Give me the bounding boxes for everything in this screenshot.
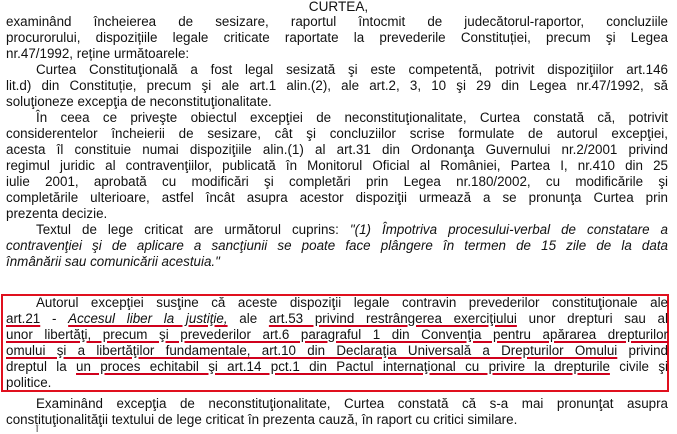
text-line: procurorului, dispozițiile legale criticate raportate la prevederile Constituției, precum şi Legea xyxy=(6,30,668,45)
text-line: considerentelor încheierii de sesizare, cât şi concluziilor scrise formulate de autorul excepţiei, xyxy=(6,126,668,141)
art21-ref: art.21 xyxy=(6,311,41,326)
text-line: prezenta decizie. xyxy=(6,206,108,221)
dash: - xyxy=(40,311,69,326)
text-line: regimul juridic al contravenţiilor, publicată în Monitorul Oficial al României, Partea I, nr.410 din 25 xyxy=(6,158,668,173)
text-line: acesta îl constituie numai dispoziţiile alin.(1) al art.31 din Ordonanţa Guvernului nr.2/2001 privind xyxy=(6,142,668,157)
section-title: CURTEA, xyxy=(308,0,369,14)
quote-line-3: înmânării sau comunicării acestuia." xyxy=(6,254,220,269)
trailing-text: privind xyxy=(617,343,668,358)
text-line: iulie 2001, aprobată cu modificări şi completări prin Legea nr.180/2002, cu modificările şi xyxy=(6,174,668,189)
declaration-ref: omului şi a libertăţilor fundamentale, art.10 din Declaraţia Universală a Drepturilor Omului xyxy=(6,343,618,358)
trailing-text: unor drepturi sau al xyxy=(516,311,668,326)
pact-ref: un proces echitabil şi art.14 pct.1 din Pactul internaţional cu privire la drepturile xyxy=(76,359,610,374)
text-line: Examinând excepţia de neconstituţionalitate, Curtea constată că s-a mai pronunţat asupra xyxy=(36,396,668,411)
text-line: În ceea ce priveşte obiectul excepţiei de neconstituţionalitate, Curtea constată că, potrivit xyxy=(36,110,668,125)
quote-intro: Textul de lege criticat are următorul cuprins: xyxy=(36,222,350,237)
cut-off-line-fragment: Î xyxy=(36,425,39,434)
quote-line-1 xyxy=(36,222,668,238)
art53-ref: art.53 privind restrângerea exerciţiului xyxy=(268,311,517,326)
text-line: soluţioneze excepţia de neconstituţionalitate. xyxy=(6,94,272,109)
highlight-line-3 xyxy=(6,327,668,343)
highlight-line-5 xyxy=(6,359,668,375)
text-line: completările ulterioare, astfel încât asupra acestor dispoziţii urmează a se pronunţa Curtea prin xyxy=(6,190,668,205)
quote-text: "(1) Împotriva procesului-verbal de constatare a xyxy=(349,222,669,237)
leading-text: dreptul la xyxy=(6,359,77,374)
connector-text: ale xyxy=(227,311,269,326)
convention-ref: unor libertăţi, precum şi prevederilor art.6 paragraful 1 din Convenţia pentru apărarea drepturilor xyxy=(6,327,668,342)
quote-line-2: contravenţiei şi de aplicare a sancţiunii se poate face plângere în termen de 15 zile de la data xyxy=(6,238,668,253)
highlight-line-4 xyxy=(6,343,668,359)
trailing-text: civile şi xyxy=(609,359,668,374)
highlight-line-2 xyxy=(6,311,668,327)
highlight-line-1: Autorul excepţiei susţine că aceste dispoziţii legale contravin prevederilor constituţionale ale xyxy=(36,295,668,310)
text-line: nr.47/1992, reține următoarele: xyxy=(6,46,190,61)
highlight-line-6: politice. xyxy=(6,375,52,390)
text-line: lit.d) din Constituție, precum şi ale art.1 alin.(2), ale art.2, 3, 10 şi 29 din Legea nr.47/1992, să xyxy=(6,78,668,93)
access-justice-ref: Accesul liber la justiţie, xyxy=(68,311,228,326)
text-line: examinând încheierea de sesizare, raportul întocmit de judecătorul-raportor, concluziile xyxy=(6,14,668,29)
text-line: constituţionalităţii textului de lege criticat în prezenta cauză, în raport cu critici similare. xyxy=(6,412,518,427)
text-line: Curtea Constituţională a fost legal sesizată şi este competentă, potrivit dispoziţiilor art.146 xyxy=(36,62,668,77)
